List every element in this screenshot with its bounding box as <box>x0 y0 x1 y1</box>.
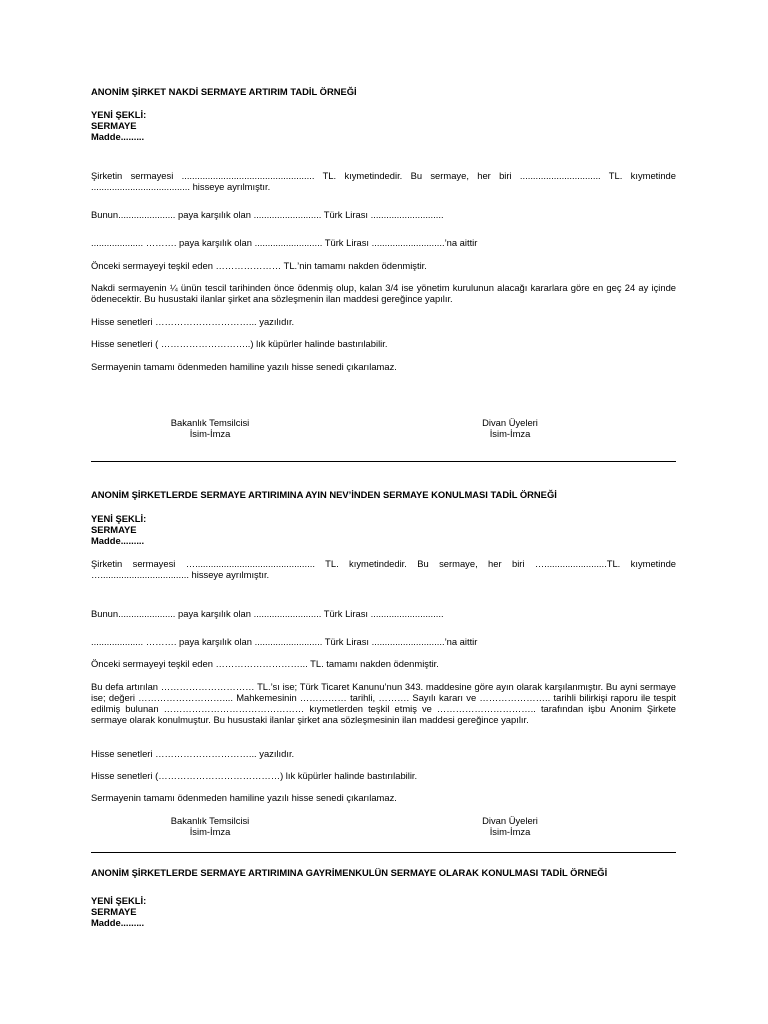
section2-new-form-label: YENİ ŞEKLİ: <box>91 513 147 524</box>
section1-article-label: Madde......... <box>91 131 145 142</box>
section2-capital-label: SERMAYE <box>91 524 137 535</box>
section3-new-form-label: YENİ ŞEKLİ: <box>91 895 147 906</box>
section2-title: ANONİM ŞİRKETLERDE SERMAYE ARTIRIMINA AYIN NEV’İNDEN SERMAYE KONULMASI TADİL ÖRNEĞİ <box>91 489 557 500</box>
signature-subtitle: İsim-İmza <box>189 428 231 439</box>
section1-paragraph-shares-a: Bunun...................... paya karşılık olan .......................... Türk Lirası ............................ <box>91 209 444 220</box>
section1-new-form-label: YENİ ŞEKLİ: <box>91 109 147 120</box>
signature-subtitle: İsim-İmza <box>489 428 531 439</box>
section2-paragraph-coupons: Hisse senetleri (…………………………………) lık küpürler halinde bastırılabilir. <box>91 770 418 781</box>
section1-paragraph-cash-payment: Nakdi sermayenin ¼ ünün tescil tarihinden önce ödenmiş olup, kalan 3/4 ise yönetim kurulunun alacağı kararlara göre en geç 24 ay içinde ödenecektir. Bu husustaki ilanlar şirket ana sözleşmenin ilan maddesi gereğince yapılır. <box>91 282 676 304</box>
signature-title: Divan Üyeleri <box>482 417 538 428</box>
section-divider <box>91 852 676 853</box>
signature-title: Bakanlık Temsilcisi <box>170 417 250 428</box>
section2-paragraph-bearer-shares: Sermayenin tamamı ödenmeden hamiline yazılı hisse senedi çıkarılamaz. <box>91 792 397 803</box>
section-divider <box>91 461 676 462</box>
section1-signature-ministry <box>150 417 270 439</box>
section2-paragraph-capital: Şirketin sermayesi ….............................................. TL. kıymetindedir. Bu sermaye, her biri …........................TL. kıymetinde ….................................. hisseye ayrılmıştır. <box>91 558 676 580</box>
section1-signature-board <box>460 417 560 439</box>
section2-paragraph-in-kind-capital: Bu defa artırılan ………………………… TL.’sı ise; Türk Ticaret Kanunu’nun 343. maddesine göre ayın olarak karşılanmıştır. Bu ayni sermaye ise; değeri ……………………….... Mahkemesinin …………… tarihli, ………. Sayılı kararı ve ………………….. tarihli bilirkişi raporu ile tespit edilmiş bulunan ……………………………………… kıymetlerden teşkil etmiş ve ………………………….. tarafından işbu Anonim Şirkete sermaye olarak konulmuştur. Bu husustaki ilanlar şirket ana sözleşmesinin ilan maddesi gereğince yapılır. <box>91 681 676 725</box>
section1-paragraph-share-certificates: Hisse senetleri …………………………... yazılıdır. <box>91 316 295 327</box>
signature-title: Divan Üyeleri <box>482 815 538 826</box>
section1-paragraph-coupons: Hisse senetleri ( ………………………..) lık küpürler halinde bastırılabilir. <box>91 338 388 349</box>
section2-paragraph-shares-a: Bunun...................... paya karşılık olan .......................... Türk Lirası ............................ <box>91 608 444 619</box>
section2-signature-ministry <box>150 815 270 837</box>
section1-paragraph-bearer-shares: Sermayenin tamamı ödenmeden hamiline yazılı hisse senedi çıkarılamaz. <box>91 361 397 372</box>
section3-article-label: Madde......... <box>91 917 145 928</box>
signature-title: Bakanlık Temsilcisi <box>170 815 250 826</box>
section2-paragraph-shares-b: .................... ………. paya karşılık olan .......................... Türk Lirası ............................’na aittir <box>91 636 478 647</box>
section1-paragraph-capital: Şirketin sermayesi ................................................... TL. kıymetindedir. Bu sermaye, her biri ............................... TL. kıymetinde ...................................... hisseye ayrılmıştır. <box>91 170 676 192</box>
section1-paragraph-prior-capital: Önceki sermayeyi teşkil eden ………………… TL.’nin tamamı nakden ödenmiştir. <box>91 260 427 271</box>
section3-capital-label: SERMAYE <box>91 906 137 917</box>
signature-subtitle: İsim-İmza <box>189 826 231 837</box>
section1-title: ANONİM ŞİRKET NAKDİ SERMAYE ARTIRIM TADİL ÖRNEĞİ <box>91 86 357 97</box>
section2-paragraph-prior-capital: Önceki sermayeyi teşkil eden ………………………... TL. tamamı nakden ödenmiştir. <box>91 658 439 669</box>
section2-paragraph-share-certificates: Hisse senetleri …………………………... yazılıdır. <box>91 748 295 759</box>
signature-subtitle: İsim-İmza <box>489 826 531 837</box>
section3-title: ANONİM ŞİRKETLERDE SERMAYE ARTIRIMINA GAYRİMENKULÜN SERMAYE OLARAK KONULMASI TADİL ÖRNEĞİ <box>91 867 608 878</box>
section1-paragraph-shares-b: .................... ………. paya karşılık olan .......................... Türk Lirası ............................’na aittir <box>91 237 478 248</box>
section2-signature-board <box>460 815 560 837</box>
section2-article-label: Madde......... <box>91 535 145 546</box>
section1-capital-label: SERMAYE <box>91 120 137 131</box>
